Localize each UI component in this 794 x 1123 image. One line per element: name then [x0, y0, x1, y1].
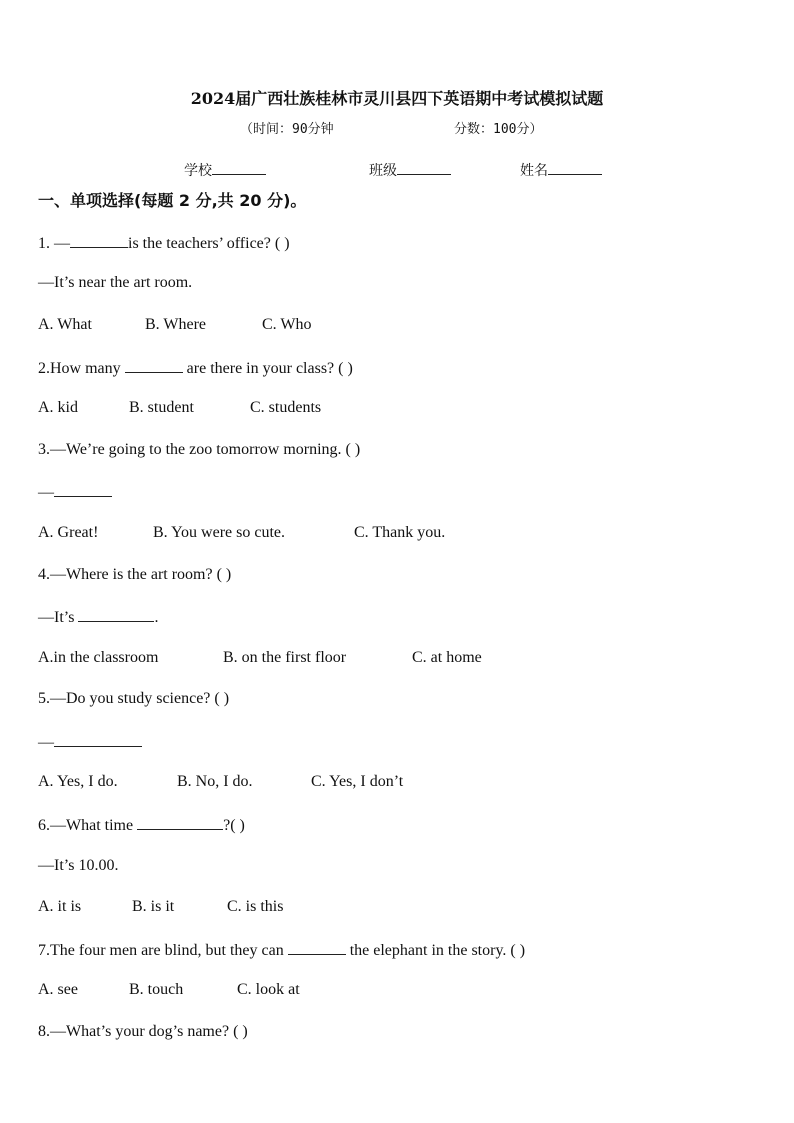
q1-prefix: 1. —	[38, 235, 70, 252]
question-2	[38, 358, 353, 378]
name-label: 姓名	[520, 163, 548, 179]
q1-option-a[interactable]: A. What	[38, 316, 92, 333]
question-7	[38, 940, 525, 960]
q4-suffix: .	[154, 609, 159, 626]
q4-options	[38, 649, 482, 667]
q6-option-b[interactable]: B. is it	[132, 898, 175, 915]
q5-option-c[interactable]: C. Yes, I don’t	[311, 773, 404, 790]
class-label: 班级	[369, 163, 397, 179]
q6-prefix: 6.—What time	[38, 817, 134, 834]
question-6	[38, 815, 245, 835]
page-title: 2024届广西壮族桂林市灵川县四下英语期中考试模拟试题	[190, 89, 604, 108]
question-1	[38, 233, 290, 253]
q3-option-b[interactable]: B. You were so cute.	[153, 524, 285, 541]
q5-dash: —	[38, 734, 54, 751]
q3-blank[interactable]	[54, 482, 112, 497]
q6-stem: ?( )	[223, 817, 245, 834]
q2-option-b[interactable]: B. student	[129, 399, 194, 416]
q4-option-c[interactable]: C. at home	[412, 649, 482, 666]
exam-score: 分数：100分）	[454, 122, 543, 137]
q6-options	[38, 898, 283, 916]
q2-option-c[interactable]: C. students	[250, 399, 322, 416]
q1-option-c[interactable]: C. Who	[262, 316, 312, 333]
q4-option-b[interactable]: B. on the first floor	[223, 649, 347, 666]
q1-stem: is the teachers’ office? ( )	[128, 235, 290, 252]
q4-reply	[38, 607, 158, 627]
q3-reply	[38, 482, 112, 502]
q3-options	[38, 524, 445, 542]
class-blank[interactable]	[397, 160, 451, 175]
q4-blank[interactable]	[78, 607, 154, 622]
question-4: 4.—Where is the art room? ( )	[38, 566, 232, 583]
q7-stem: the elephant in the story. ( )	[349, 942, 526, 959]
q1-reply: —It’s near the art room.	[38, 274, 193, 291]
q1-options	[38, 316, 311, 334]
q7-prefix: 7.The four men are blind, but they can	[38, 942, 284, 959]
q7-option-b[interactable]: B. touch	[129, 981, 184, 998]
question-3: 3.—We’re going to the zoo tomorrow morning. ( )	[38, 441, 361, 458]
section-heading: 一、单项选择(每题 2 分,共 20 分)。	[38, 191, 307, 210]
q7-blank[interactable]	[288, 940, 346, 955]
q7-option-a[interactable]: A. see	[38, 981, 78, 998]
q6-blank[interactable]	[137, 815, 223, 830]
q6-option-a[interactable]: A. it is	[38, 898, 82, 915]
q3-dash: —	[38, 484, 54, 501]
q6-option-c[interactable]: C. is this	[227, 898, 284, 915]
q4-prefix: —It’s	[38, 609, 75, 626]
q6-reply: —It’s 10.00.	[38, 857, 119, 874]
q7-option-c[interactable]: C. look at	[237, 981, 300, 998]
exam-time: （时间：90分钟	[240, 122, 334, 137]
q1-option-b[interactable]: B. Where	[145, 316, 207, 333]
q5-options	[38, 773, 403, 791]
q2-stem: are there in your class? ( )	[186, 360, 353, 377]
school-blank[interactable]	[212, 160, 266, 175]
q5-option-a[interactable]: A. Yes, I do.	[38, 773, 118, 790]
q2-options	[38, 399, 321, 417]
q3-option-a[interactable]: A. Great!	[38, 524, 99, 541]
q1-blank[interactable]	[70, 233, 128, 248]
q3-option-c[interactable]: C. Thank you.	[354, 524, 446, 541]
question-5: 5.—Do you study science? ( )	[38, 690, 230, 707]
q2-option-a[interactable]: A. kid	[38, 399, 78, 416]
q5-reply	[38, 732, 142, 752]
q5-option-b[interactable]: B. No, I do.	[177, 773, 253, 790]
q2-blank[interactable]	[125, 358, 183, 373]
q2-prefix: 2.How many	[38, 360, 121, 377]
q5-blank[interactable]	[54, 732, 142, 747]
school-field	[184, 160, 266, 180]
q7-options	[38, 981, 300, 999]
q4-option-a[interactable]: A.in the classroom	[38, 649, 159, 666]
school-label: 学校	[184, 163, 212, 179]
name-blank[interactable]	[548, 160, 602, 175]
question-8: 8.—What’s your dog’s name? ( )	[38, 1023, 248, 1040]
name-field	[520, 160, 602, 180]
class-field	[369, 160, 451, 180]
